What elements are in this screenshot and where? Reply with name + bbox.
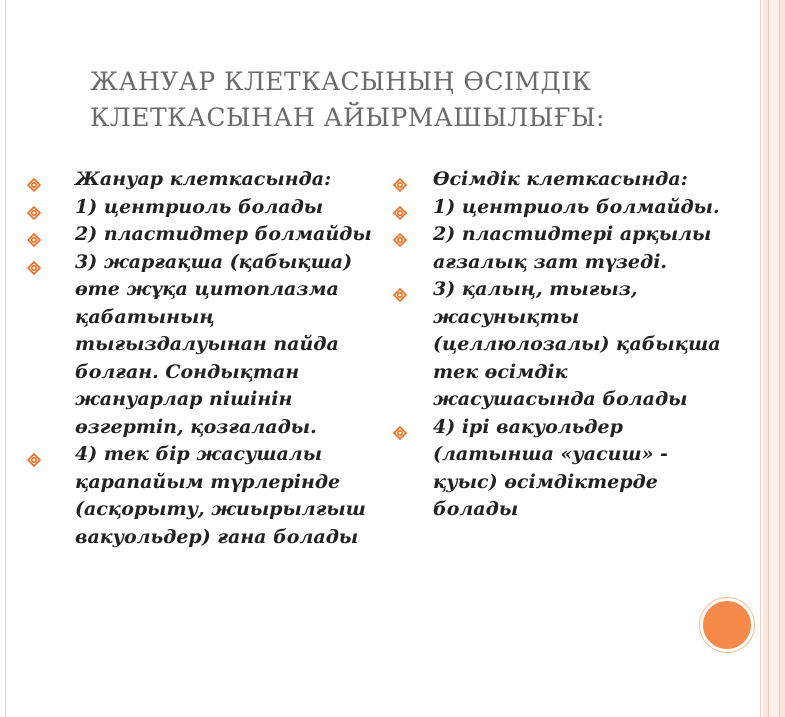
diamond-bullet-icon <box>393 283 407 297</box>
list-item-text: 2) пластидтер болмайды <box>75 223 372 245</box>
list-item <box>433 221 733 276</box>
list-item <box>433 414 733 524</box>
diamond-bullet-icon <box>393 173 407 187</box>
list-item-text: 4) ірі вакуольдер (латынша «уасиш» - қуыс) өсімдіктерде болады <box>433 415 668 520</box>
list-item <box>75 221 375 249</box>
list-item <box>433 166 733 194</box>
list-item <box>75 441 375 551</box>
right-column-list <box>433 166 733 524</box>
list-item <box>75 194 375 222</box>
diamond-bullet-icon <box>27 256 41 270</box>
diamond-bullet-icon <box>393 201 407 215</box>
list-item-text: 3) жарғақша (қабықша) өте жұқа цитоплазма қабатының тығыздалуынан пайда болған. Сондықтан жануарлар пішінін өзгертіп, қозғалады. <box>75 250 353 438</box>
diamond-bullet-icon <box>27 448 41 462</box>
diamond-bullet-icon <box>27 201 41 215</box>
list-item <box>75 249 375 442</box>
diamond-bullet-icon <box>27 173 41 187</box>
list-item-text: Өсімдік клеткасында: <box>433 168 688 190</box>
list-item <box>433 194 733 222</box>
list-item-text: 2) пластидтері арқылы ағзалық зат түзеді. <box>433 223 712 273</box>
side-decoration-stripe <box>768 0 780 717</box>
diamond-bullet-icon <box>393 421 407 435</box>
decorative-circle <box>700 598 754 652</box>
list-item <box>75 166 375 194</box>
list-item <box>433 276 733 414</box>
list-item-text: 3) қалың, тығыз, жасунықты (целлюлозалы) қабықша тек өсімдік жасушасында болады <box>433 278 721 410</box>
list-item-text: 1) центриоль болмайды. <box>433 195 720 218</box>
diamond-bullet-icon <box>393 228 407 242</box>
list-item-text: 1) центриоль болады <box>75 195 324 218</box>
slide-title: ЖАНУАР КЛЕТКАСЫНЫҢ ӨСІМДІК КЛЕТКАСЫНАН АЙЫРМАШЫЛЫҒЫ: <box>90 67 605 132</box>
diamond-bullet-icon <box>27 228 41 242</box>
list-item-text: Жануар клеткасында: <box>75 168 332 190</box>
left-column-list <box>75 166 375 551</box>
list-item-text: 4) тек бір жасушалы қарапайым түрлерінде (асқорыту, жиырылғыш вакуольдер) ғана болады <box>75 443 366 548</box>
